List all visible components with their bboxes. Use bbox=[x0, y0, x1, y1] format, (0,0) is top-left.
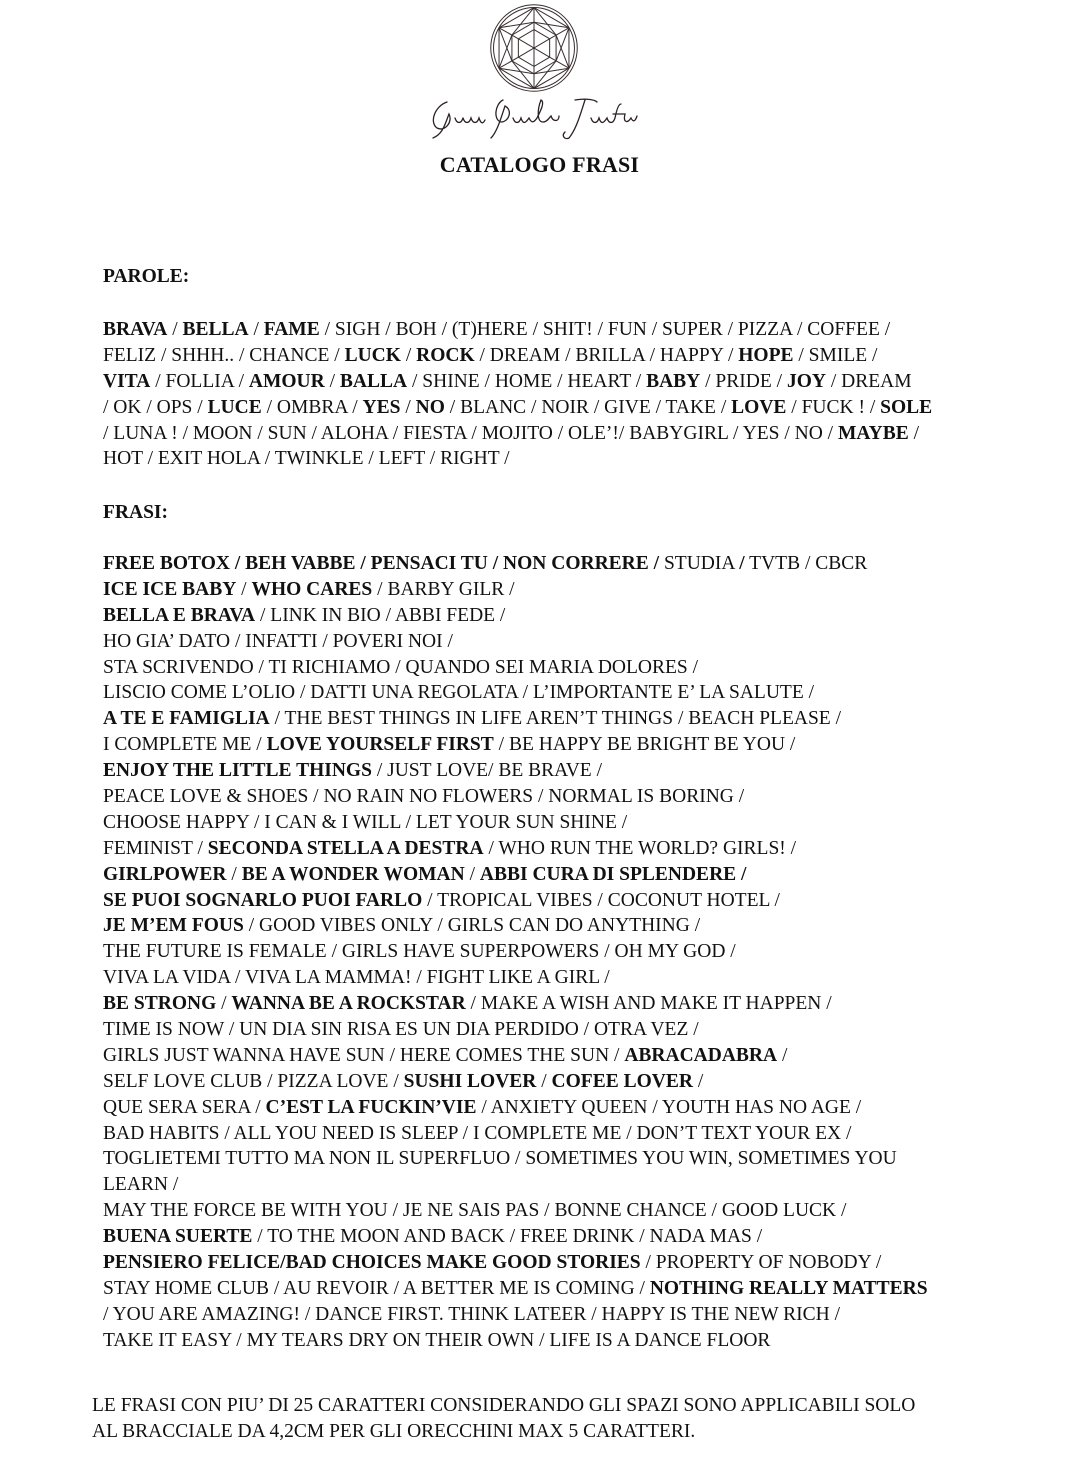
frasi-bold-item: SECONDA STELLA A DESTRA bbox=[207, 837, 484, 859]
frasi-text: THE FUTURE IS FEMALE / GIRLS HAVE SUPERPOWERS / OH MY GOD / bbox=[103, 941, 736, 963]
frasi-bold-item: BE STRONG bbox=[103, 993, 217, 1015]
frasi-text: / bbox=[226, 863, 242, 885]
frasi-bold-item: ENJOY THE LITTLE THINGS bbox=[103, 760, 372, 782]
frasi-text: / LINK IN BIO / ABBI FEDE / bbox=[255, 604, 506, 626]
parole-bold-item: BELLA bbox=[182, 319, 249, 340]
frasi-text: / TO THE MOON AND BACK / FREE DRINK / NADA MAS / bbox=[252, 1226, 763, 1248]
frasi-bold-item: LOVE YOURSELF FIRST bbox=[266, 734, 494, 756]
frasi-bold-item: SE PUOI SOGNARLO PUOI FARLO bbox=[103, 889, 423, 911]
parole-bold-item: JOY bbox=[786, 370, 826, 392]
frasi-line bbox=[103, 706, 1003, 732]
parole-text: / SMILE / bbox=[793, 344, 878, 366]
parole-text: / bbox=[248, 319, 264, 340]
frasi-bold-item: FREE BOTOX / BEH VABBE / PENSACI TU / NON CORRERE / bbox=[103, 553, 660, 574]
frasi-bold-item: SUSHI LOVER bbox=[403, 1070, 537, 1092]
frasi-bold-item: BUENA SUERTE bbox=[103, 1226, 253, 1248]
frasi-text: GIRLS JUST WANNA HAVE SUN / HERE COMES THE SUN / bbox=[103, 1044, 625, 1066]
parole-list bbox=[103, 317, 1003, 472]
parole-text: / bbox=[324, 370, 340, 392]
frasi-bold-item: NOTHING REALLY MATTERS bbox=[649, 1277, 928, 1299]
frasi-text: / WHO RUN THE WORLD? GIRLS! / bbox=[483, 837, 797, 859]
footnote-line: LE FRASI CON PIU’ DI 25 CARATTERI CONSIDERANDO GLI SPAZI SONO APPLICABILI SOLO bbox=[92, 1395, 916, 1416]
diamond-mandala-icon bbox=[488, 2, 580, 94]
parole-bold-item: SOLE bbox=[880, 396, 933, 418]
parole-line bbox=[103, 421, 1003, 447]
frasi-text: TAKE IT EASY / MY TEARS DRY ON THEIR OWN / LIFE IS A DANCE FLOOR bbox=[103, 1329, 771, 1351]
frasi-text: / bbox=[464, 863, 480, 885]
frasi-text: LEARN / bbox=[103, 1174, 179, 1196]
frasi-text: / GOOD VIBES ONLY / GIRLS CAN DO ANYTHING / bbox=[243, 915, 701, 937]
frasi-line bbox=[103, 836, 1003, 862]
frasi-line bbox=[103, 965, 1003, 991]
frasi-text: CHOOSE HAPPY / I CAN & I WILL / LET YOUR SUN SHINE / bbox=[103, 811, 628, 833]
frasi-line bbox=[103, 629, 1003, 655]
frasi-line bbox=[103, 1043, 1003, 1069]
frasi-line bbox=[103, 1017, 1003, 1043]
parole-text: / DREAM / BRILLA / HAPPY / bbox=[474, 344, 739, 366]
frasi-text: STA SCRIVENDO / TI RICHIAMO / QUANDO SEI MARIA DOLORES / bbox=[103, 656, 699, 678]
frasi-line bbox=[103, 862, 1003, 888]
frasi-bold-item: ICE ICE BABY bbox=[103, 578, 237, 600]
frasi-bold-item: C’EST LA FUCKIN’VIE bbox=[265, 1096, 477, 1118]
frasi-bold-item: A TE E FAMIGLIA bbox=[103, 708, 270, 730]
parole-text: HOT / EXIT HOLA / TWINKLE / LEFT / RIGHT / bbox=[103, 448, 510, 470]
parole-bold-item: LUCE bbox=[207, 396, 262, 418]
frasi-line bbox=[103, 810, 1003, 836]
frasi-text: / PROPERTY OF NOBODY / bbox=[640, 1252, 882, 1274]
frasi-text: / bbox=[216, 993, 232, 1015]
parole-bold-item: AMOUR bbox=[248, 370, 325, 392]
parole-text: FELIZ / SHHH.. / CHANCE / bbox=[103, 344, 345, 366]
frasi-line bbox=[103, 991, 1003, 1017]
parole-text: / bbox=[400, 344, 417, 366]
parole-bold-item: LUCK bbox=[344, 344, 401, 366]
frasi-line bbox=[103, 1095, 1003, 1121]
frasi-line bbox=[103, 1198, 1003, 1224]
frasi-text: TVTB / CBCR bbox=[744, 553, 868, 574]
frasi-text: I COMPLETE ME / bbox=[103, 734, 267, 756]
frasi-text: / TROPICAL VIBES / COCONUT HOTEL / bbox=[422, 889, 780, 911]
frasi-text: / MAKE A WISH AND MAKE IT HAPPEN / bbox=[465, 993, 832, 1015]
parole-text: / DREAM bbox=[825, 370, 912, 392]
frasi-bold-item: GIRLPOWER bbox=[103, 863, 227, 885]
parole-text: / SIGH / BOH / (T)HERE / SHIT! / FUN / SUPER / PIZZA / COFFEE / bbox=[319, 319, 891, 340]
parole-line bbox=[103, 395, 1003, 421]
parole-text: / OK / OPS / bbox=[103, 396, 208, 418]
frasi-line bbox=[103, 655, 1003, 681]
frasi-text: TIME IS NOW / UN DIA SIN RISA ES UN DIA PERDIDO / OTRA VEZ / bbox=[103, 1019, 699, 1041]
frasi-line bbox=[103, 888, 1003, 914]
frasi-text: HO GIA’ DATO / INFATTI / POVERI NOI / bbox=[103, 630, 453, 652]
frasi-text: / bbox=[536, 1070, 552, 1092]
frasi-text: MAY THE FORCE BE WITH YOU / JE NE SAIS PAS / BONNE CHANCE / GOOD LUCK / bbox=[103, 1200, 847, 1222]
parole-bold-item: FAME bbox=[263, 319, 320, 340]
frasi-text: / bbox=[692, 1070, 704, 1092]
frasi-text: QUE SERA SERA / bbox=[103, 1096, 266, 1118]
frasi-bold-item: WHO CARES bbox=[251, 578, 373, 600]
parole-heading: PAROLE: bbox=[103, 266, 190, 287]
frasi-bold-item: BELLA E BRAVA bbox=[103, 604, 256, 626]
frasi-line bbox=[103, 1302, 1003, 1328]
frasi-line bbox=[103, 603, 1003, 629]
frasi-text: / YOU ARE AMAZING! / DANCE FIRST. THINK LATEER / HAPPY IS THE NEW RICH / bbox=[103, 1303, 841, 1325]
parole-bold-item: YES bbox=[362, 396, 401, 418]
parole-text: / bbox=[908, 422, 920, 444]
frasi-line bbox=[103, 1121, 1003, 1147]
parole-line bbox=[103, 317, 1003, 343]
frasi-text: SELF LOVE CLUB / PIZZA LOVE / bbox=[103, 1070, 404, 1092]
parole-text: / bbox=[400, 396, 416, 418]
frasi-text: TOGLIETEMI TUTTO MA NON IL SUPERFLUO / SOMETIMES YOU WIN, SOMETIMES YOU bbox=[103, 1148, 897, 1170]
frasi-text: / BE HAPPY BE BRIGHT BE YOU / bbox=[493, 734, 796, 756]
parole-bold-item: BRAVA bbox=[103, 319, 168, 340]
parole-text: / PRIDE / bbox=[700, 370, 787, 392]
frasi-bold-item: BE A WONDER WOMAN bbox=[241, 863, 465, 885]
frasi-text: / bbox=[777, 1044, 788, 1066]
frasi-line bbox=[103, 1172, 1003, 1198]
frasi-text: VIVA LA VIDA / VIVA LA MAMMA! / FIGHT LIKE A GIRL / bbox=[103, 967, 610, 989]
frasi-line bbox=[103, 939, 1003, 965]
frasi-line bbox=[103, 680, 1003, 706]
frasi-line bbox=[103, 732, 1003, 758]
frasi-line bbox=[103, 758, 1003, 784]
frasi-bold-item: ABRACADABRA bbox=[624, 1044, 778, 1066]
frasi-text: PEACE LOVE & SHOES / NO RAIN NO FLOWERS / NORMAL IS BORING / bbox=[103, 786, 745, 808]
parole-line bbox=[103, 446, 1003, 472]
frasi-text: / THE BEST THINGS IN LIFE AREN’T THINGS / BEACH PLEASE / bbox=[269, 708, 841, 730]
parole-bold-item: VITA bbox=[103, 370, 151, 392]
frasi-bold-item: ABBI CURA DI SPLENDERE / bbox=[479, 863, 747, 885]
frasi-bold-item: JE M’EM FOUS bbox=[103, 915, 244, 937]
parole-bold-item: HOPE bbox=[738, 344, 794, 366]
frasi-line bbox=[103, 1250, 1003, 1276]
frasi-bold-item: COFEE LOVER bbox=[551, 1070, 693, 1092]
frasi-line bbox=[103, 1146, 1003, 1172]
parole-bold-item: ROCK bbox=[416, 344, 475, 366]
frasi-bold-item: WANNA BE A ROCKSTAR bbox=[231, 993, 466, 1015]
frasi-text: / bbox=[236, 578, 252, 600]
parole-bold-item: BALLA bbox=[339, 370, 408, 392]
frasi-line bbox=[103, 577, 1003, 603]
parole-line bbox=[103, 343, 1003, 369]
frasi-text: / ANXIETY QUEEN / YOUTH HAS NO AGE / bbox=[476, 1096, 862, 1118]
frasi-text: LISCIO COME L’OLIO / DATTI UNA REGOLATA / L’IMPORTANTE E’ LA SALUTE / bbox=[103, 682, 815, 704]
frasi-line bbox=[103, 913, 1003, 939]
frasi-text: STAY HOME CLUB / AU REVOIR / A BETTER ME IS COMING / bbox=[103, 1277, 650, 1299]
frasi-list bbox=[103, 551, 1003, 1354]
frasi-text: / BARBY GILR / bbox=[372, 578, 515, 600]
frasi-bold-item: PENSIERO FELICE/BAD CHOICES MAKE GOOD STORIES bbox=[103, 1252, 641, 1274]
parole-text: / FOLLIA / bbox=[150, 370, 249, 392]
parole-line bbox=[103, 369, 1003, 395]
parole-text: / OMBRA / bbox=[261, 396, 363, 418]
frasi-text: STUDIA bbox=[659, 553, 740, 574]
signature-logo bbox=[425, 92, 640, 140]
parole-text: / bbox=[167, 319, 183, 340]
frasi-line bbox=[103, 784, 1003, 810]
frasi-line bbox=[103, 551, 1003, 577]
footnote bbox=[92, 1393, 1052, 1444]
parole-text: / SHINE / HOME / HEART / bbox=[407, 370, 647, 392]
frasi-text: BAD HABITS / ALL YOU NEED IS SLEEP / I COMPLETE ME / DON’T TEXT YOUR EX / bbox=[103, 1122, 852, 1144]
parole-bold-item: BABY bbox=[646, 370, 701, 392]
frasi-line bbox=[103, 1328, 1003, 1354]
frasi-line bbox=[103, 1276, 1003, 1302]
frasi-text: / JUST LOVE/ BE BRAVE / bbox=[371, 760, 603, 782]
footnote-line: AL BRACCIALE DA 4,2CM PER GLI ORECCHINI MAX 5 CARATTERI. bbox=[92, 1420, 696, 1442]
parole-bold-item: NO bbox=[415, 396, 445, 418]
parole-text: / FUCK ! / bbox=[786, 396, 881, 418]
page-title: CATALOGO FRASI bbox=[439, 152, 640, 177]
parole-text: / LUNA ! / MOON / SUN / ALOHA / FIESTA / MOJITO / OLE’!/ BABYGIRL / YES / NO / bbox=[103, 422, 838, 444]
frasi-bold-item: / bbox=[739, 553, 745, 574]
parole-text: / BLANC / NOIR / GIVE / TAKE / bbox=[444, 396, 732, 418]
frasi-heading: FRASI: bbox=[103, 502, 169, 523]
frasi-text: FEMINIST / bbox=[103, 837, 208, 859]
parole-bold-item: MAYBE bbox=[837, 422, 909, 444]
parole-bold-item: LOVE bbox=[731, 396, 787, 418]
frasi-line bbox=[103, 1224, 1003, 1250]
frasi-line bbox=[103, 1069, 1003, 1095]
